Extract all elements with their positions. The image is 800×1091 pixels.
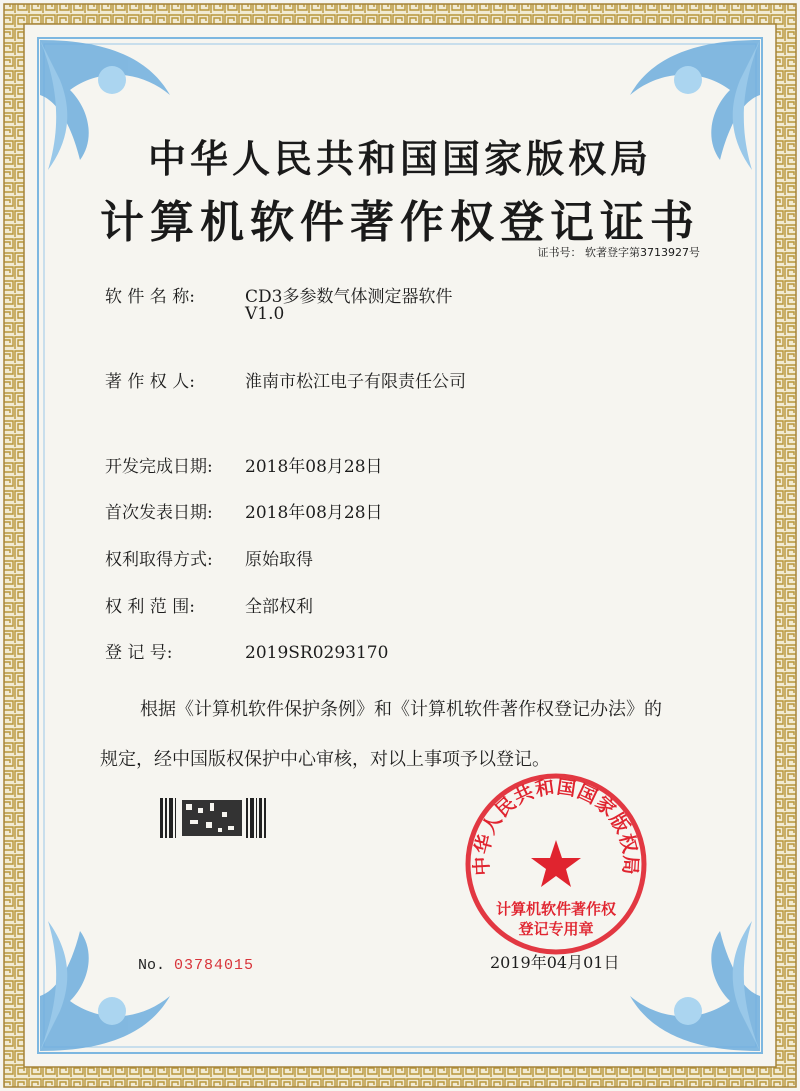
field-publish-date	[105, 498, 383, 523]
field-registration-number	[105, 638, 388, 663]
field-value: 2018年08月28日	[245, 503, 383, 523]
field-value: 原始取得	[245, 550, 313, 570]
seal-inner-line-2: 登记专用章	[518, 920, 594, 938]
field-value: CD3多参数气体测定器软件	[245, 287, 453, 307]
certificate-title: 计算机软件著作权登记证书	[100, 197, 700, 248]
serial-digits: 03784015	[174, 957, 255, 974]
field-label: 权利取得方式:	[105, 550, 213, 570]
field-label: 登 记 号:	[105, 643, 173, 663]
issuer-title: 中华人民共和国国家版权局	[147, 136, 652, 181]
barcode	[160, 798, 268, 838]
field-label: 软 件 名 称:	[105, 287, 195, 307]
statement-line-1: 根据《计算机软件保护条例》和《计算机软件著作权登记办法》的	[140, 699, 662, 720]
field-rights-scope	[105, 592, 313, 617]
star-icon	[531, 840, 581, 887]
serial-prefix: No.	[138, 957, 166, 974]
field-label: 首次发表日期:	[105, 503, 213, 523]
field-value: 2018年08月28日	[245, 457, 383, 477]
field-label: 权 利 范 围:	[105, 597, 195, 617]
field-label: 开发完成日期:	[105, 457, 213, 477]
statement-line-2: 规定，经中国版权保护中心审核，对以上事项予以登记。	[100, 749, 550, 770]
field-value: 淮南市松江电子有限责任公司	[245, 372, 466, 392]
official-seal	[460, 768, 652, 960]
seal-outer-text: 中华人民共和国国家版权局	[470, 776, 642, 877]
field-completion-date	[105, 452, 383, 477]
seal-inner-line-1: 计算机软件著作权	[495, 900, 617, 918]
field-value-version: V1.0	[245, 304, 285, 324]
field-value: 2019SR0293170	[245, 643, 389, 663]
field-label: 著 作 权 人:	[105, 372, 195, 392]
field-software-name	[105, 282, 453, 324]
certificate-number: 证书号： 软著登字第3713927号	[537, 246, 700, 259]
field-copyright-owner	[105, 367, 466, 392]
field-value: 全部权利	[245, 597, 313, 617]
field-acquisition-method	[105, 545, 313, 570]
issue-date: 2019年04月01日	[490, 953, 620, 972]
serial-number	[138, 957, 254, 974]
